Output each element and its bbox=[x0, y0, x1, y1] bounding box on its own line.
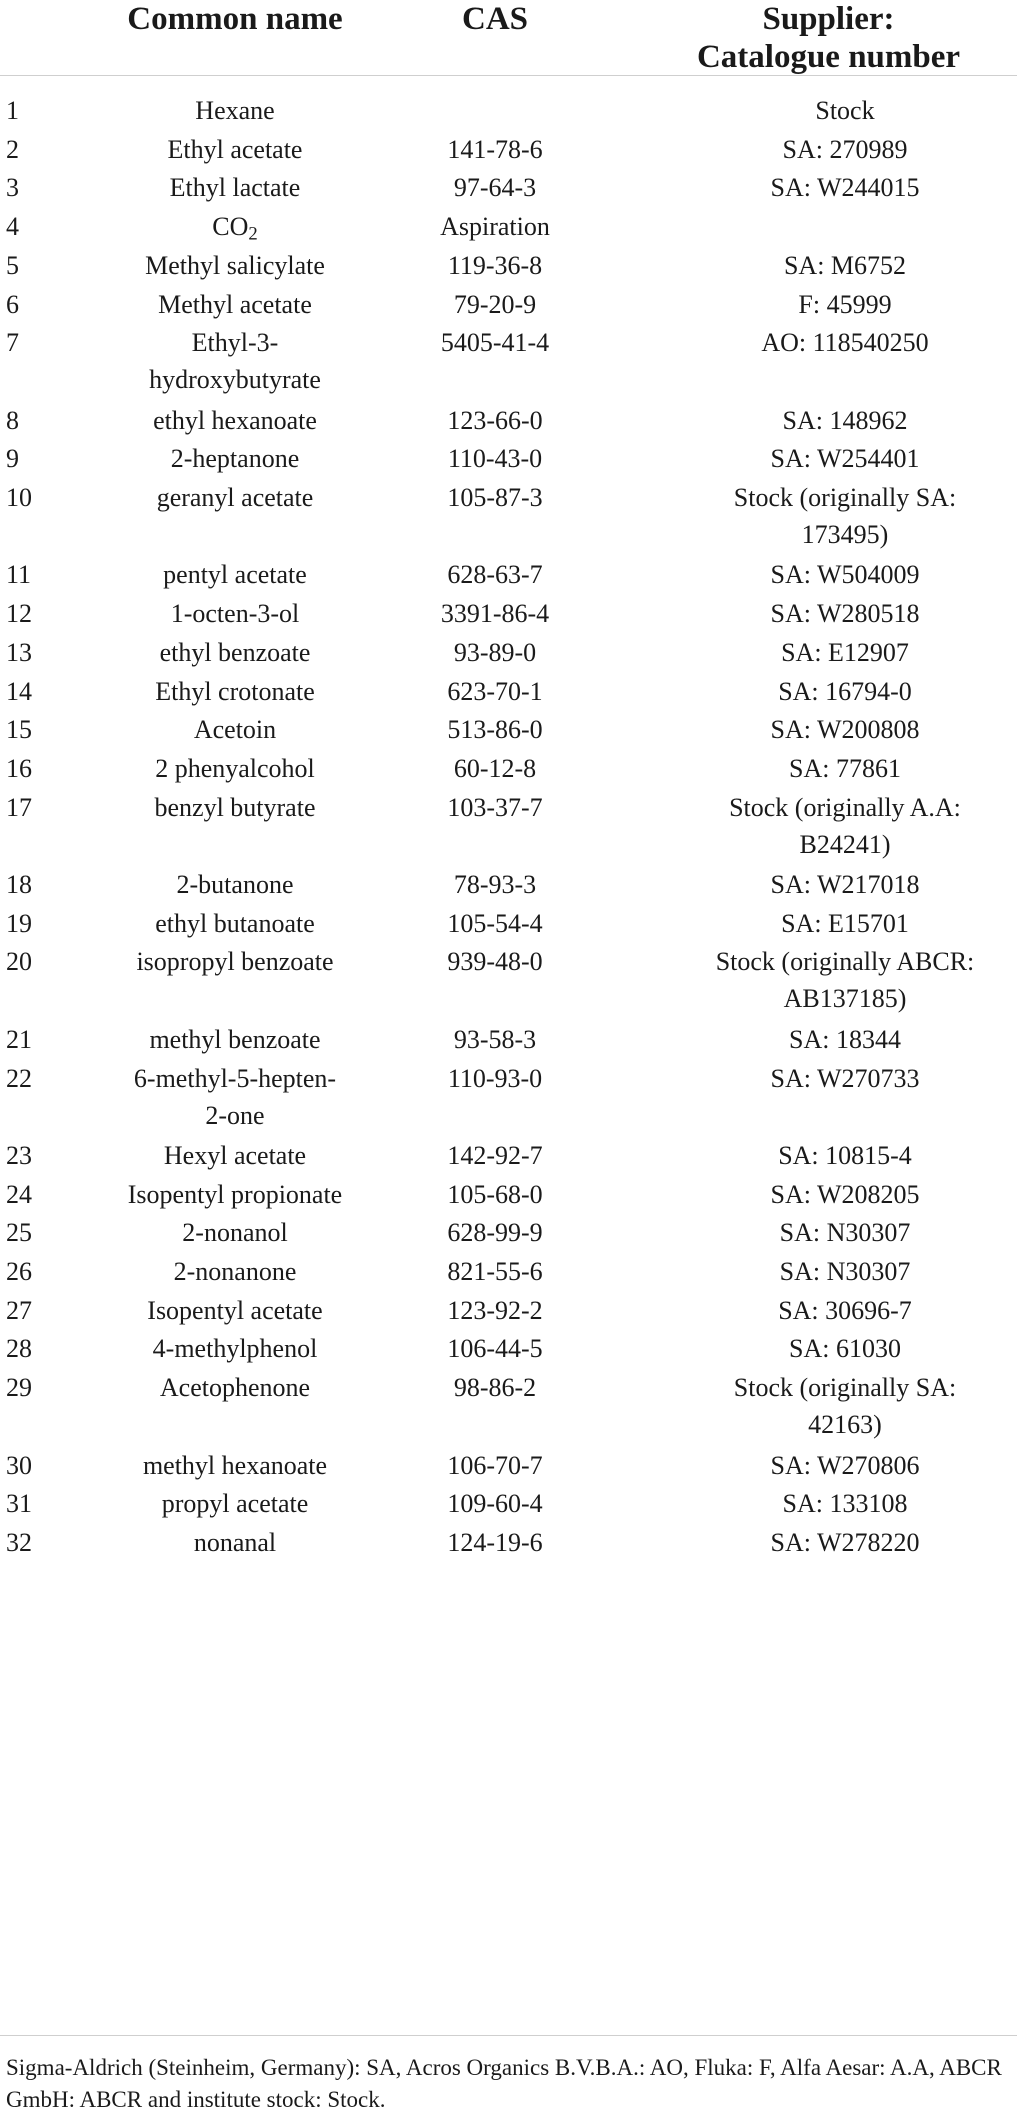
cas-cell: 105-87-3 bbox=[447, 483, 543, 512]
common-name-cell bbox=[100, 866, 370, 903]
supplier-cell bbox=[680, 286, 1010, 323]
cas-cell: 939-48-0 bbox=[447, 947, 543, 977]
supplier-cell bbox=[680, 1253, 1010, 1290]
supplier-line: SA: W217018 bbox=[770, 870, 920, 899]
row-number: 18 bbox=[6, 870, 32, 899]
table-row bbox=[0, 92, 1017, 131]
row-number: 15 bbox=[6, 715, 32, 745]
common-name-text: Methyl acetate bbox=[158, 289, 312, 319]
supplier-line: SA: W208205 bbox=[770, 1179, 920, 1209]
common-name-line bbox=[100, 1292, 370, 1329]
common-name-text: geranyl acetate bbox=[156, 483, 314, 512]
common-name-line bbox=[100, 361, 370, 398]
common-name-cell bbox=[100, 131, 370, 168]
common-name-line bbox=[100, 1485, 370, 1522]
supplier-cell bbox=[680, 479, 1010, 553]
row-number: 29 bbox=[6, 1373, 32, 1403]
common-name-line bbox=[100, 789, 370, 826]
supplier-line: SA: 10815-4 bbox=[778, 1140, 912, 1170]
cas-cell: 628-63-7 bbox=[447, 560, 543, 590]
supplier-line: SA: W278220 bbox=[770, 1527, 920, 1557]
supplier-line: SA: N30307 bbox=[779, 1218, 911, 1248]
table-row bbox=[0, 247, 1017, 286]
common-name-text: 2 phenyalcohol bbox=[155, 753, 315, 783]
common-name-cell bbox=[100, 1253, 370, 1290]
common-name-cell bbox=[100, 440, 370, 477]
supplier-line: SA: W270806 bbox=[770, 1450, 920, 1480]
table-row bbox=[0, 1214, 1017, 1253]
common-name-text: 2-nonanone bbox=[173, 1257, 297, 1286]
row-number: 5 bbox=[6, 250, 19, 280]
common-name-cell bbox=[100, 1060, 370, 1134]
common-name-line bbox=[100, 634, 370, 671]
subscript: 2 bbox=[248, 223, 258, 245]
row-number: 19 bbox=[6, 908, 32, 938]
supplier-cell bbox=[680, 943, 1010, 1017]
cas-cell: 628-99-9 bbox=[447, 1218, 543, 1248]
cas-cell: 5405-41-4 bbox=[440, 328, 550, 358]
header-supplier-line1: Supplier: bbox=[762, 1, 895, 37]
row-number: 13 bbox=[6, 637, 32, 667]
supplier-line: SA: 18344 bbox=[789, 1024, 901, 1054]
table-header bbox=[0, 0, 1017, 100]
supplier-line: Stock (originally ABCR: bbox=[715, 947, 975, 977]
common-name-cell bbox=[100, 789, 370, 826]
common-name-line bbox=[100, 92, 370, 129]
table-row bbox=[0, 1330, 1017, 1369]
supplier-cell bbox=[680, 169, 1010, 206]
common-name-line bbox=[100, 402, 370, 439]
supplier-line: SA: W254401 bbox=[770, 444, 920, 474]
supplier-line: SA: W504009 bbox=[770, 560, 920, 590]
row-number: 16 bbox=[6, 753, 32, 783]
row-number: 10 bbox=[6, 483, 32, 512]
supplier-line: Stock bbox=[815, 96, 875, 125]
supplier-line: SA: 133108 bbox=[782, 1489, 908, 1519]
common-name-text: isopropyl benzoate bbox=[136, 947, 334, 977]
supplier-line: SA: 77861 bbox=[789, 753, 901, 783]
supplier-cell bbox=[680, 905, 1010, 942]
header-supplier-line2: Catalogue number bbox=[696, 39, 961, 75]
row-number: 23 bbox=[6, 1140, 32, 1170]
common-name-text: ethyl hexanoate bbox=[153, 405, 317, 435]
supplier-line: SA: 30696-7 bbox=[778, 1295, 912, 1325]
table-row bbox=[0, 634, 1017, 673]
cas-cell: 142-92-7 bbox=[447, 1140, 543, 1170]
supplier-cell bbox=[680, 634, 1010, 671]
common-name-line bbox=[100, 1097, 370, 1134]
common-name-line bbox=[100, 324, 370, 361]
common-name-line bbox=[100, 1253, 370, 1290]
common-name-line bbox=[100, 440, 370, 477]
common-name-cell bbox=[100, 943, 370, 980]
common-name-text: Hexane bbox=[195, 96, 275, 125]
supplier-cell bbox=[680, 247, 1010, 284]
cas-cell: 98-86-2 bbox=[453, 1373, 537, 1403]
table-row bbox=[0, 1292, 1017, 1331]
common-name-cell bbox=[100, 1369, 370, 1406]
supplier-cell bbox=[680, 866, 1010, 903]
common-name-cell bbox=[100, 1447, 370, 1484]
row-number: 11 bbox=[6, 560, 32, 590]
supplier-line: Stock (originally SA: bbox=[733, 483, 957, 512]
common-name-cell bbox=[100, 905, 370, 942]
table-row bbox=[0, 1524, 1017, 1563]
common-name-line bbox=[100, 556, 370, 593]
common-name-text: propyl acetate bbox=[161, 1489, 309, 1519]
common-name-line bbox=[100, 1060, 370, 1097]
common-name-cell bbox=[100, 711, 370, 748]
common-name-cell bbox=[100, 1176, 370, 1213]
common-name-text: Ethyl crotonate bbox=[155, 676, 315, 706]
common-name-cell bbox=[100, 324, 370, 398]
cas-cell: 3391-86-4 bbox=[440, 599, 550, 629]
common-name-text: Acetophenone bbox=[159, 1373, 311, 1403]
row-number: 8 bbox=[6, 405, 19, 435]
common-name-text: 2-butanone bbox=[176, 870, 294, 899]
common-name-line bbox=[100, 169, 370, 206]
header-rule bbox=[0, 75, 1017, 76]
table-row bbox=[0, 943, 1017, 1020]
supplier-cell bbox=[680, 1369, 1010, 1443]
table-row bbox=[0, 556, 1017, 595]
common-name-line bbox=[100, 750, 370, 787]
supplier-line: SA: E15701 bbox=[781, 908, 909, 938]
cas-cell: 119-36-8 bbox=[447, 250, 543, 280]
common-name-text: Ethyl acetate bbox=[167, 134, 303, 164]
common-name-text: 2-heptanone bbox=[170, 444, 300, 474]
table-footnote: Sigma-Aldrich (Steinheim, Germany): SA, Acros Organics B.V.B.A.: AO, Fluka: F, Alfa Aesar: A.A, ABCR GmbH: ABCR and institute stock: Stock. bbox=[6, 2055, 1002, 2112]
footer-rule bbox=[0, 2035, 1017, 2036]
common-name-cell bbox=[100, 634, 370, 671]
common-name-line bbox=[100, 905, 370, 942]
common-name-text: Isopentyl propionate bbox=[127, 1179, 343, 1209]
cas-cell: 103-37-7 bbox=[447, 792, 543, 822]
row-number: 20 bbox=[6, 947, 32, 977]
row-number: 9 bbox=[6, 444, 19, 474]
table-row bbox=[0, 286, 1017, 325]
common-name-text: CO bbox=[212, 212, 249, 242]
common-name-cell bbox=[100, 1485, 370, 1522]
common-name-cell bbox=[100, 595, 370, 632]
common-name-text: methyl benzoate bbox=[149, 1024, 321, 1054]
common-name-text: hydroxybutyrate bbox=[149, 365, 321, 395]
common-name-cell bbox=[100, 1524, 370, 1561]
cas-cell: 93-89-0 bbox=[453, 637, 537, 667]
row-number: 1 bbox=[6, 96, 19, 125]
table-row bbox=[0, 402, 1017, 441]
common-name-text: benzyl butyrate bbox=[154, 792, 316, 822]
common-name-text: pentyl acetate bbox=[163, 560, 307, 590]
cas-cell: 110-93-0 bbox=[447, 1063, 543, 1093]
cas-cell: 93-58-3 bbox=[453, 1024, 537, 1054]
cas-cell: 106-70-7 bbox=[447, 1450, 543, 1480]
supplier-cell bbox=[680, 673, 1010, 710]
row-number: 27 bbox=[6, 1295, 32, 1325]
table-row bbox=[0, 1485, 1017, 1524]
supplier-line: AO: 118540250 bbox=[761, 328, 929, 358]
cas-cell: Aspiration bbox=[440, 212, 550, 242]
common-name-line bbox=[100, 1369, 370, 1406]
table-row bbox=[0, 789, 1017, 866]
common-name-line bbox=[100, 673, 370, 710]
supplier-line: 42163) bbox=[808, 1410, 882, 1440]
table-row bbox=[0, 750, 1017, 789]
cas-cell: 60-12-8 bbox=[453, 753, 537, 783]
common-name-line bbox=[100, 1021, 370, 1058]
common-name-text: 4-methylphenol bbox=[152, 1334, 318, 1364]
common-name-text: Acetoin bbox=[193, 715, 277, 745]
table-row bbox=[0, 905, 1017, 944]
common-name-text: Ethyl lactate bbox=[169, 173, 301, 203]
table-row bbox=[0, 1369, 1017, 1446]
common-name-text: Isopentyl acetate bbox=[147, 1295, 323, 1325]
cas-cell: 79-20-9 bbox=[453, 289, 537, 319]
common-name-line bbox=[100, 1176, 370, 1213]
supplier-cell bbox=[680, 1485, 1010, 1522]
supplier-cell bbox=[680, 440, 1010, 477]
common-name-line bbox=[100, 595, 370, 632]
cas-cell: 123-92-2 bbox=[447, 1295, 543, 1325]
cas-cell: 821-55-6 bbox=[447, 1257, 543, 1286]
cas-cell: 97-64-3 bbox=[453, 173, 537, 203]
row-number: 12 bbox=[6, 599, 32, 629]
supplier-cell bbox=[680, 131, 1010, 168]
table-row bbox=[0, 1060, 1017, 1137]
row-number: 3 bbox=[6, 173, 19, 203]
supplier-cell bbox=[680, 1447, 1010, 1484]
supplier-line: SA: E12907 bbox=[781, 637, 909, 667]
supplier-line: SA: 61030 bbox=[789, 1334, 901, 1364]
common-name-cell bbox=[100, 1292, 370, 1329]
row-number: 2 bbox=[6, 134, 19, 164]
cas-cell: 124-19-6 bbox=[447, 1527, 543, 1557]
table-row bbox=[0, 1447, 1017, 1486]
common-name-cell bbox=[100, 1214, 370, 1251]
table-row bbox=[0, 131, 1017, 170]
supplier-cell bbox=[680, 1330, 1010, 1367]
common-name-line bbox=[100, 479, 370, 516]
table-row bbox=[0, 673, 1017, 712]
table-row bbox=[0, 1176, 1017, 1215]
row-number: 25 bbox=[6, 1218, 32, 1248]
row-number: 30 bbox=[6, 1450, 32, 1480]
supplier-cell bbox=[680, 1021, 1010, 1058]
supplier-line: F: 45999 bbox=[798, 289, 892, 319]
supplier-line: SA: 148962 bbox=[782, 405, 908, 435]
common-name-text: 1-octen-3-ol bbox=[170, 599, 300, 629]
common-name-text: nonanal bbox=[193, 1527, 277, 1557]
common-name-line bbox=[100, 1330, 370, 1367]
supplier-line: SA: W200808 bbox=[770, 715, 920, 745]
supplier-line: SA: W270733 bbox=[770, 1063, 920, 1093]
common-name-cell bbox=[100, 673, 370, 710]
supplier-line: SA: W244015 bbox=[770, 173, 920, 203]
table-row bbox=[0, 866, 1017, 905]
row-number: 4 bbox=[6, 212, 19, 242]
common-name-text: 6-methyl-5-hepten- bbox=[133, 1063, 337, 1093]
supplier-line: 173495) bbox=[801, 520, 889, 549]
table-row bbox=[0, 595, 1017, 634]
common-name-text: 2-nonanol bbox=[182, 1218, 288, 1248]
common-name-cell bbox=[100, 1137, 370, 1174]
supplier-line: SA: 16794-0 bbox=[778, 676, 912, 706]
cas-cell: 623-70-1 bbox=[447, 676, 543, 706]
supplier-cell bbox=[680, 324, 1010, 361]
common-name-line bbox=[100, 247, 370, 284]
supplier-line: AB137185) bbox=[783, 984, 907, 1014]
common-name-cell bbox=[100, 92, 370, 129]
cas-cell: 106-44-5 bbox=[447, 1334, 543, 1364]
supplier-cell bbox=[680, 1524, 1010, 1561]
cas-cell: 513-86-0 bbox=[447, 715, 543, 745]
supplier-line: SA: N30307 bbox=[779, 1257, 911, 1286]
row-number: 6 bbox=[6, 289, 19, 319]
common-name-text: ethyl benzoate bbox=[159, 637, 311, 667]
table-row bbox=[0, 440, 1017, 479]
supplier-cell bbox=[680, 711, 1010, 748]
supplier-cell bbox=[680, 402, 1010, 439]
common-name-line bbox=[100, 1524, 370, 1561]
table-row bbox=[0, 1021, 1017, 1060]
row-number: 14 bbox=[6, 676, 32, 706]
supplier-cell bbox=[680, 1292, 1010, 1329]
row-number: 17 bbox=[6, 792, 32, 822]
supplier-cell bbox=[680, 556, 1010, 593]
supplier-line: Stock (originally A.A: bbox=[729, 792, 961, 822]
cas-cell: 110-43-0 bbox=[447, 444, 543, 474]
cas-cell: 105-68-0 bbox=[447, 1179, 543, 1209]
common-name-line bbox=[100, 943, 370, 980]
common-name-cell bbox=[100, 402, 370, 439]
common-name-line bbox=[100, 1214, 370, 1251]
supplier-cell bbox=[680, 595, 1010, 632]
common-name-cell bbox=[100, 1330, 370, 1367]
cas-cell: 109-60-4 bbox=[447, 1489, 543, 1519]
common-name-text: Ethyl-3- bbox=[191, 328, 279, 358]
common-name-cell bbox=[100, 1021, 370, 1058]
table-row bbox=[0, 479, 1017, 556]
supplier-cell bbox=[680, 750, 1010, 787]
cas-cell: 78-93-3 bbox=[453, 870, 537, 899]
common-name-text: ethyl butanoate bbox=[155, 908, 315, 938]
common-name-cell bbox=[100, 208, 370, 245]
supplier-line: SA: 270989 bbox=[782, 134, 908, 164]
header-common-name: Common name bbox=[127, 1, 343, 37]
common-name-line bbox=[100, 1447, 370, 1484]
supplier-cell bbox=[680, 789, 1010, 863]
cas-cell: 141-78-6 bbox=[447, 134, 543, 164]
common-name-text: Methyl salicylate bbox=[145, 250, 325, 280]
supplier-cell bbox=[680, 1060, 1010, 1097]
table-row bbox=[0, 208, 1017, 247]
row-number: 31 bbox=[6, 1489, 32, 1519]
table-row bbox=[0, 1137, 1017, 1176]
row-number: 28 bbox=[6, 1334, 32, 1364]
supplier-cell bbox=[680, 1137, 1010, 1174]
cas-cell: 105-54-4 bbox=[447, 908, 543, 938]
row-number: 7 bbox=[6, 328, 19, 358]
table-row bbox=[0, 324, 1017, 401]
supplier-line: Stock (originally SA: bbox=[733, 1373, 957, 1403]
supplier-line: SA: W280518 bbox=[770, 599, 920, 629]
supplier-cell bbox=[680, 1176, 1010, 1213]
common-name-text: Hexyl acetate bbox=[163, 1140, 307, 1170]
common-name-line bbox=[100, 1137, 370, 1174]
common-name-cell bbox=[100, 479, 370, 516]
row-number: 32 bbox=[6, 1527, 32, 1557]
common-name-cell bbox=[100, 286, 370, 323]
common-name-line bbox=[100, 286, 370, 323]
common-name-line bbox=[100, 866, 370, 903]
row-number: 22 bbox=[6, 1063, 32, 1093]
row-number: 24 bbox=[6, 1179, 32, 1209]
supplier-line: B24241) bbox=[799, 829, 891, 859]
common-name-text: methyl hexanoate bbox=[142, 1450, 328, 1480]
header-cas: CAS bbox=[461, 1, 529, 37]
table-row bbox=[0, 1253, 1017, 1292]
supplier-cell bbox=[680, 92, 1010, 129]
common-name-line bbox=[100, 711, 370, 748]
common-name-cell bbox=[100, 169, 370, 206]
table-row bbox=[0, 711, 1017, 750]
cas-cell: 123-66-0 bbox=[447, 405, 543, 435]
supplier-line: SA: M6752 bbox=[783, 250, 907, 280]
common-name-text: 2-one bbox=[205, 1100, 265, 1130]
table-row bbox=[0, 169, 1017, 208]
row-number: 26 bbox=[6, 1257, 32, 1286]
common-name-cell bbox=[100, 556, 370, 593]
supplier-cell bbox=[680, 1214, 1010, 1251]
common-name-cell bbox=[100, 750, 370, 787]
common-name-line bbox=[100, 208, 370, 245]
common-name-line bbox=[100, 131, 370, 168]
row-number: 21 bbox=[6, 1024, 32, 1054]
common-name-cell bbox=[100, 247, 370, 284]
